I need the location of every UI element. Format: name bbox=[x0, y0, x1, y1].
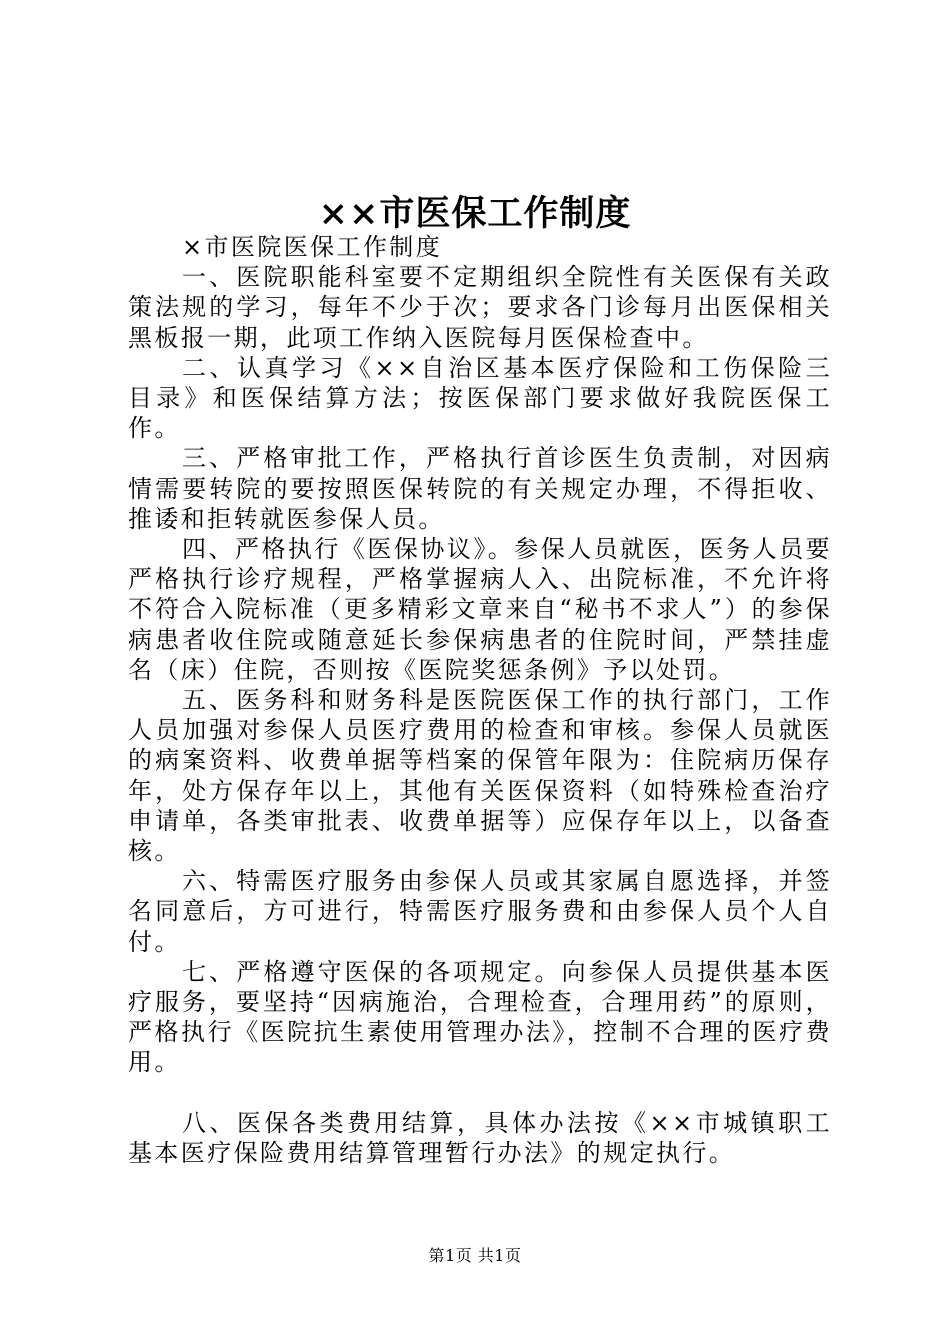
paragraph-1: 一、医院职能科室要不定期组织全院性有关医保有关政策法规的学习，每年不少于次；要求各门诊每月出医保相关黑板报一期，此项工作纳入医院每月医保检查中。 bbox=[128, 263, 832, 352]
paragraph-4: 四、严格执行《医保协议》。参保人员就医，医务人员要严格执行诊疗规程，严格掌握病人入、出院标准，不允许将不符合入院标准（更多精彩文章来自“秘书不求人”）的参保病患者收住院或随意延长参保病患者的住院时间，严禁挂虚名（床）住院，否则按《医院奖惩条例》予以处罚。 bbox=[128, 535, 832, 684]
document-body bbox=[128, 232, 832, 1168]
paragraph-5: 五、医务科和财务科是医院医保工作的执行部门，工作人员加强对参保人员医疗费用的检查和审核。参保人员就医的病案资料、收费单据等档案的保管年限为：住院病历保存年，处方保存年以上，其他有关医保资料（如特殊检查治疗申请单，各类审批表、收费单据等）应保存年以上，以备查核。 bbox=[128, 686, 832, 866]
paragraph-6: 六、特需医疗服务由参保人员或其家属自愿选择，并签名同意后，方可进行，特需医疗服务费和由参保人员个人自付。 bbox=[128, 867, 832, 956]
paragraph-subtitle: ×市医院医保工作制度 bbox=[182, 233, 443, 261]
paragraph-8: 八、医保各类费用结算，具体办法按《××市城镇职工基本医疗保险费用结算管理暂行办法》的规定执行。 bbox=[128, 1108, 832, 1167]
paragraph-2: 二、认真学习《××自治区基本医疗保险和工伤保险三目录》和医保结算方法；按医保部门要求做好我院医保工作。 bbox=[128, 353, 832, 443]
paragraph-3: 三、严格审批工作，严格执行首诊医生负责制，对因病情需要转院的要按照医保转院的有关规定办理，不得拒收、推诿和拒转就医参保人员。 bbox=[128, 444, 832, 533]
page-number-footer: 第1页 共1页 bbox=[428, 1246, 522, 1265]
paragraph-7: 七、严格遵守医保的各项规定。向参保人员提供基本医疗服务，要坚持“因病施治，合理检查，合理用药”的原则，严格执行《医院抗生素使用管理办法》，控制不合理的医疗费用。 bbox=[128, 957, 832, 1077]
document-title: ××市医保工作制度 bbox=[318, 193, 632, 234]
